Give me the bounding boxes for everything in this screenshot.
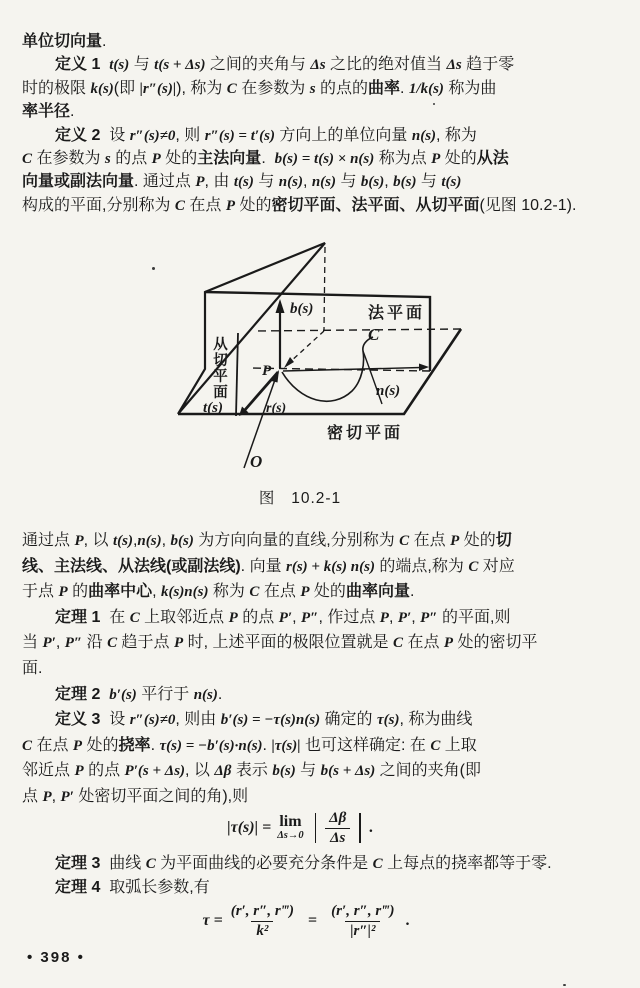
dashed-pointer-to-p	[289, 331, 324, 363]
limit-stack	[277, 814, 303, 842]
vector-arrows	[239, 299, 429, 468]
text-line: 向量或副法向量. 通过点 P, 由 t(s) 与 n(s), n(s) 与 b(s), b(s) 与 t(s)	[22, 173, 462, 191]
fraction-numerator: (r′, r″, r‴)	[230, 902, 295, 919]
fraction-numerator: Δβ	[329, 809, 347, 826]
torsion-formula	[0, 896, 612, 946]
origin-o-label: O	[250, 452, 263, 471]
rectifying-plane-outline	[178, 243, 325, 414]
r-vector-label: r(s)	[266, 401, 287, 416]
equals-sign: =	[308, 912, 318, 929]
text-line: 定义 1 t(s) 与 t(s + Δs) 之间的夹角与 Δs 之比的绝对值当 Δs 趋于零	[55, 56, 515, 74]
text-line: 单位切向量.	[22, 33, 107, 50]
text-line: 面.	[22, 659, 43, 677]
paragraph-theorems-3-4	[22, 852, 622, 900]
text-line: 定义 2 设 r″(s)≠0, 则 r″(s) = t′(s) 方向上的单位向量 n(s), 称为	[55, 126, 477, 144]
limit-word: lim	[279, 813, 302, 831]
text-line: 定理 4 取弧长参数,有	[55, 879, 210, 896]
rectifying-plane-label: 从切平面	[211, 336, 227, 400]
text-line: 定理 2 b′(s) 平行于 n(s).	[55, 685, 223, 703]
n-vector-arrowhead	[419, 364, 429, 372]
abs-bar-right	[359, 813, 361, 843]
osculating-plane-label: 密切平面	[327, 425, 404, 442]
normal-plane-label: 法平面	[368, 305, 426, 322]
text-line: 定理 1 在 C 上取邻近点 P 的点 P′, P″, 作过点 P, P′, P″ 的平面,则	[55, 608, 511, 626]
text-line: 定理 3 曲线 C 为平面曲线的必要充分条件是 C 上每点的挠率都等于零.	[55, 855, 552, 872]
dashed-pointer-arrowhead	[284, 357, 294, 368]
text-line: 定义 3 设 r″(s)≠0, 则由 b′(s) = −τ(s)n(s) 确定的 τ(s), 称为曲线	[55, 711, 473, 729]
apex-drop-dashed-line	[324, 247, 325, 330]
formula-period: .	[368, 819, 373, 836]
text-line: 率半径.	[22, 103, 75, 121]
text-line: 于点 P 的曲率中心, k(s)n(s) 称为 C 在点 P 处的曲率向量.	[22, 583, 415, 601]
point-p-label: P	[262, 363, 272, 379]
delta-fraction	[324, 809, 351, 848]
b-vector-label: b(s)	[290, 301, 314, 317]
fraction-denominator: Δs	[325, 828, 350, 848]
paragraph-theorems-definition-3	[22, 528, 622, 810]
torsion-limit-formula	[0, 806, 600, 850]
second-fraction	[326, 902, 399, 941]
scan-speck	[563, 984, 566, 986]
curve-c-label: C	[368, 325, 380, 344]
text-line: 通过点 P, 以 t(s),n(s), b(s) 为方向向量的直线,分别称为 C 在点 P 处的切	[22, 532, 512, 549]
abs-bar-left	[315, 813, 317, 843]
fraction-numerator: (r′, r″, r‴)	[331, 902, 395, 919]
formula-period: .	[405, 912, 410, 929]
normal-plane-outline	[205, 292, 430, 371]
text-line: 点 P, P′ 处密切平面之间的角),则	[22, 787, 249, 805]
limit-subscript: Δs→0	[277, 830, 304, 842]
figure-caption: 图 10.2-1	[258, 490, 342, 507]
text-line: C 在点 P 处的挠率. τ(s) = −b′(s)·n(s). |τ(s)| 也可这样确定: 在 C 上取	[22, 736, 477, 754]
text-line: 邻近点 P 的点 P′(s + Δs), 以 Δβ 表示 b(s) 与 b(s + Δs) 之间的夹角(即	[22, 762, 482, 780]
formula-lhs: τ =	[202, 912, 223, 929]
formula-lhs: |τ(s)| =	[227, 819, 272, 836]
text-line: 当 P′, P″ 沿 C 趋于点 P 时, 上述平面的极限位置就是 C 在点 P 处的密切平	[22, 634, 538, 652]
first-fraction	[226, 902, 299, 941]
fraction-denominator: k²	[251, 921, 273, 941]
scan-speck	[152, 267, 155, 270]
text-line: 时的极限 k(s)(即 |r″(s)|), 称为 C 在参数为 s 的点的曲率. 1/k(s) 称为曲	[22, 79, 497, 97]
t-vector-label: t(s)	[203, 400, 223, 416]
page-number: • 398 •	[27, 949, 85, 966]
text-line: C 在参数为 s 的点 P 处的主法向量. b(s) = t(s) × n(s) 称为点 P 处的从法	[22, 149, 509, 167]
fraction-denominator: |r″|²	[345, 921, 380, 941]
text-line: 线、主法线、从法线(或副法线). 向量 r(s) + k(s) n(s) 的端点,称为 C 对应	[22, 557, 515, 575]
n-vector-label: n(s)	[376, 383, 401, 399]
scan-speck	[433, 103, 435, 105]
b-vector-arrowhead	[276, 299, 285, 313]
text-line: 构成的平面,分别称为 C 在点 P 处的密切平面、法平面、从切平面(见图 10.2-1).	[22, 196, 577, 214]
